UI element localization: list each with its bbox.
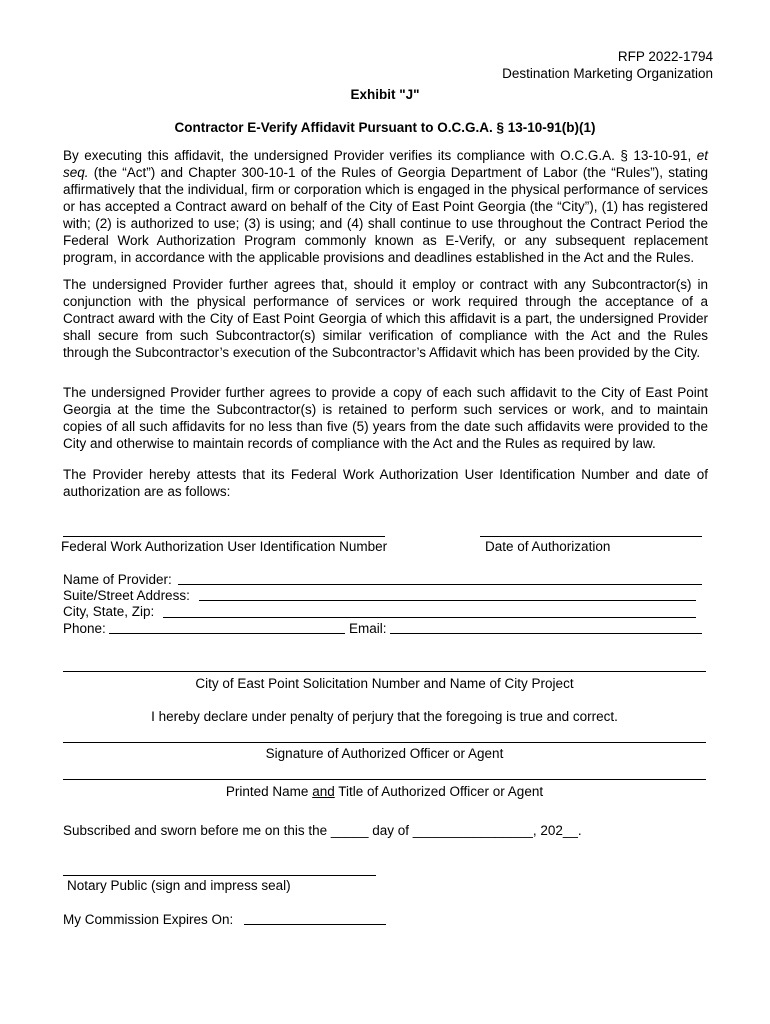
- printed-name-text-b: Title of Authorized Officer or Agent: [334, 784, 544, 799]
- notary-line[interactable]: [63, 875, 376, 876]
- declaration-text: I hereby declare under penalty of perjury that the foregoing is true and correct.: [151, 709, 618, 724]
- paragraph-verification-text-b: (the “Act”) and Chapter 300-10-1 of the Rules of Georgia Department of Labor (the “Rules”), stating affirmatively that the individual, firm or corporation which is engaged in the physical performance of services or has accepted a Contract award on behalf of the City of East Point Georgia (the “City”), (1) has registered with; (2) is authorized to use; (3) is using; and (4) shall continue to use throughout the Contract Period the Federal Work Authorization Program commonly known as E-Verify, or any subsequent replacement program, in accordance with the applicable provisions and deadlines established in the Act and the Rules.: [63, 165, 708, 265]
- rfp-number: RFP 2022-1794: [617, 49, 713, 64]
- user-id-label: Federal Work Authorization User Identification Number: [61, 539, 388, 554]
- signature-label: Signature of Authorized Officer or Agent: [265, 746, 504, 761]
- paragraph-copies: The undersigned Provider further agrees to provide a copy of each such affidavit to the City of East Point Georgia at the time the Subcontractor(s) is retained to perform such services or work, and to maintain copies of all such affidavits for no less than five (5) years from the date such affidavits were provided to the City and otherwise to maintain records of compliance with the Act and the Rules as required by law.: [63, 385, 708, 451]
- printed-name-line[interactable]: [63, 779, 706, 780]
- exhibit-heading: Exhibit "J": [350, 87, 420, 102]
- solicitation-label: City of East Point Solicitation Number and Name of City Project: [195, 676, 574, 691]
- signature-line[interactable]: [63, 742, 706, 743]
- sworn-text-c: , 202__.: [532, 823, 582, 838]
- provider-label: Name of Provider:: [63, 572, 172, 587]
- et-seq: et seq.: [63, 148, 708, 180]
- date-line[interactable]: [480, 536, 702, 537]
- commission-label: My Commission Expires On:: [63, 912, 234, 927]
- printed-name-and: and: [312, 784, 335, 799]
- phone-label: Phone:: [63, 621, 106, 636]
- document-title: Contractor E-Verify Affidavit Pursuant to O.C.G.A. § 13-10-91(b)(1): [174, 120, 596, 135]
- sworn-statement: [63, 822, 582, 839]
- sworn-day-blank[interactable]: _____: [330, 823, 369, 838]
- paragraph-attest: The Provider hereby attests that its Federal Work Authorization User Identification Number and date of authorization are as follows:: [63, 467, 708, 499]
- city-label: City, State, Zip:: [63, 604, 155, 619]
- date-label: Date of Authorization: [485, 539, 611, 554]
- user-id-line[interactable]: [63, 536, 385, 537]
- sworn-month-blank[interactable]: ________________: [412, 823, 533, 838]
- sworn-text-b: day of: [368, 823, 413, 838]
- paragraph-verification-text-a: By executing this affidavit, the undersigned Provider verifies its compliance with O.C.G.A. § 13-10-91,: [63, 148, 697, 163]
- commission-line[interactable]: [244, 924, 386, 925]
- rfp-subtitle: Destination Marketing Organization: [502, 66, 713, 81]
- printed-name-text-a: Printed Name: [225, 784, 313, 799]
- solicitation-line[interactable]: [63, 671, 706, 672]
- address-line[interactable]: [199, 600, 696, 601]
- email-label: Email:: [349, 621, 387, 636]
- city-line[interactable]: [163, 617, 696, 618]
- paragraph-verification: [63, 147, 708, 266]
- printed-name-label: [63, 783, 706, 800]
- notary-label: Notary Public (sign and impress seal): [67, 878, 291, 893]
- phone-line[interactable]: [109, 633, 345, 634]
- paragraph-subcontractor: The undersigned Provider further agrees that, should it employ or contract with any Subcontractor(s) in conjunction with the physical performance of services or work required through the acceptance of a Contract award with the City of East Point Georgia of which this affidavit is a part, the undersigned Provider shall secure from such Subcontractor(s) similar verification of compliance with the Act and the Rules through the Subcontractor’s execution of the Subcontractor’s Affidavit which has been provided by the City.: [63, 277, 708, 360]
- address-label: Suite/Street Address:: [63, 588, 190, 603]
- sworn-text-a: Subscribed and sworn before me on this the: [63, 823, 331, 838]
- email-line[interactable]: [390, 633, 702, 634]
- provider-line[interactable]: [178, 584, 702, 585]
